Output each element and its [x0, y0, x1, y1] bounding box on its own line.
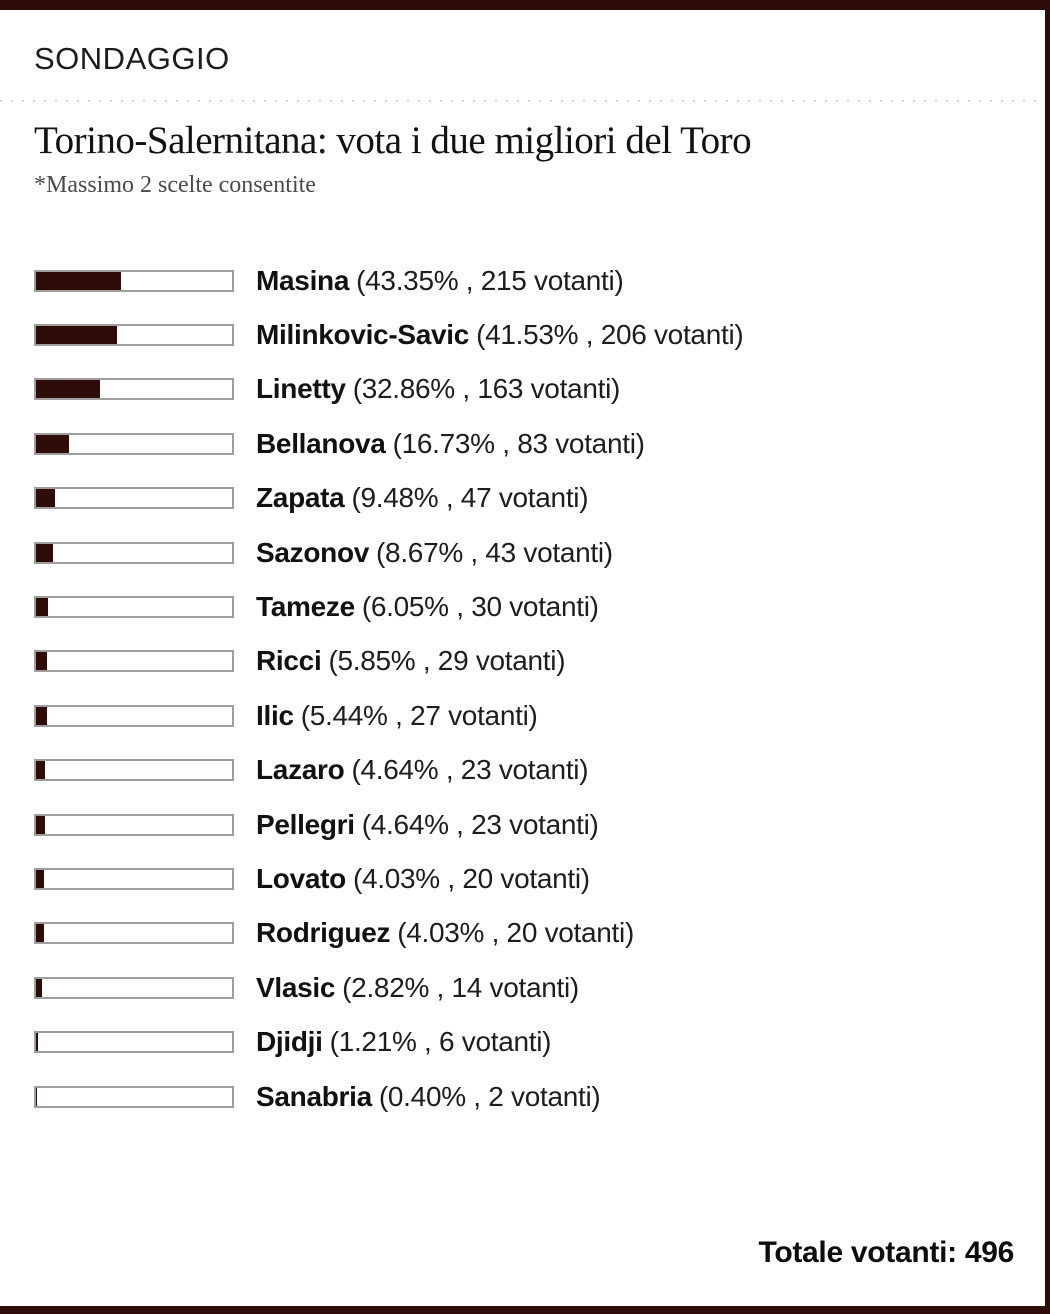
- section-kicker: SONDAGGIO: [34, 41, 230, 76]
- vote-detail: (5.44% , 27 votanti): [300, 699, 538, 731]
- poll-results: [34, 253, 1014, 1123]
- vote-bar-fill: [36, 1033, 38, 1051]
- poll-row: [34, 852, 1014, 906]
- poll-row: [34, 906, 1014, 960]
- player-name: Ilic: [256, 699, 294, 731]
- poll-row: [34, 580, 1014, 634]
- player-name: Zapata: [256, 482, 345, 514]
- vote-bar: [34, 977, 234, 999]
- vote-bar-fill: [36, 272, 121, 290]
- player-name: Bellanova: [256, 427, 386, 459]
- poll-row: [34, 634, 1014, 688]
- vote-detail: (5.85% , 29 votanti): [328, 645, 566, 677]
- player-name: Masina: [256, 264, 350, 296]
- poll-row: [34, 308, 1014, 362]
- vote-detail: (2.82% , 14 votanti): [342, 971, 579, 1003]
- vote-bar-fill: [36, 761, 45, 779]
- vote-bar-fill: [36, 489, 55, 507]
- vote-bar: [34, 814, 234, 836]
- vote-detail: (41.53% , 206 votanti): [476, 319, 744, 351]
- vote-bar-fill: [36, 380, 100, 398]
- poll-row-label: [256, 756, 588, 784]
- vote-bar: [34, 1031, 234, 1053]
- player-name: Linetty: [256, 373, 346, 405]
- poll-row: [34, 1015, 1014, 1069]
- player-name: Vlasic: [256, 971, 336, 1003]
- poll-row-label: [256, 484, 588, 512]
- frame-top-border: [0, 0, 1050, 10]
- poll-row-label: [256, 1028, 551, 1056]
- player-name: Djidji: [256, 1026, 323, 1058]
- player-name: Rodriguez: [256, 917, 391, 949]
- vote-bar: [34, 922, 234, 944]
- poll-row-label: [256, 375, 620, 403]
- vote-detail: (8.67% , 43 votanti): [376, 536, 613, 568]
- poll-row: [34, 417, 1014, 471]
- vote-bar: [34, 650, 234, 672]
- player-name: Lovato: [256, 862, 346, 894]
- vote-bar: [34, 596, 234, 618]
- vote-detail: (4.64% , 23 votanti): [361, 808, 599, 840]
- poll-row-label: [256, 699, 538, 731]
- poll-content: [0, 10, 1045, 1270]
- player-name: Ricci: [256, 645, 322, 677]
- vote-bar-fill: [36, 979, 42, 997]
- player-name: Milinkovic-Savic: [256, 319, 470, 351]
- vote-bar-fill: [36, 870, 44, 888]
- vote-bar-fill: [36, 1088, 37, 1106]
- poll-row: [34, 253, 1014, 307]
- poll-row-label: [256, 971, 579, 1003]
- poll-subtitle: *Massimo 2 scelte consentite: [34, 171, 316, 198]
- total-votes-label: Totale votanti: 496: [758, 1235, 1014, 1269]
- vote-bar-fill: [36, 816, 45, 834]
- vote-bar: [34, 433, 234, 455]
- poll-row: [34, 797, 1014, 851]
- poll-row: [34, 362, 1014, 416]
- poll-row-label: [256, 919, 634, 947]
- poll-row-label: [256, 808, 599, 840]
- poll-row-label: [256, 427, 645, 459]
- vote-detail: (4.64% , 23 votanti): [351, 754, 589, 786]
- poll-row: [34, 471, 1014, 525]
- poll-row: [34, 525, 1014, 579]
- vote-bar-fill: [36, 707, 47, 725]
- poll-title: Torino-Salernitana: vota i due migliori del Toro: [34, 119, 752, 162]
- vote-detail: (6.05% , 30 votanti): [361, 591, 599, 623]
- vote-bar-fill: [36, 435, 69, 453]
- vote-bar: [34, 270, 234, 292]
- player-name: Tameze: [256, 591, 355, 623]
- vote-detail: (32.86% , 163 votanti): [352, 373, 621, 405]
- vote-bar: [34, 1086, 234, 1108]
- vote-bar: [34, 759, 234, 781]
- poll-row-label: [256, 647, 565, 675]
- poll-row: [34, 1069, 1014, 1123]
- frame-bottom-border: [0, 1306, 1050, 1314]
- vote-bar-fill: [36, 652, 47, 670]
- poll-row: [34, 743, 1014, 797]
- vote-detail: (16.73% , 83 votanti): [392, 427, 645, 459]
- frame-right-border: [1045, 0, 1050, 1314]
- player-name: Pellegri: [256, 808, 355, 840]
- vote-bar: [34, 324, 234, 346]
- poll-row-label: [256, 1080, 601, 1112]
- poll-row-label: [256, 593, 599, 621]
- vote-bar-fill: [36, 544, 53, 562]
- vote-detail: (1.21% , 6 votanti): [329, 1026, 552, 1058]
- vote-bar: [34, 378, 234, 400]
- vote-bar: [34, 705, 234, 727]
- poll-row: [34, 689, 1014, 743]
- vote-bar-fill: [36, 598, 48, 616]
- poll-row-label: [256, 862, 590, 894]
- vote-bar-fill: [36, 326, 117, 344]
- vote-detail: (4.03% , 20 votanti): [397, 917, 634, 949]
- vote-bar: [34, 542, 234, 564]
- vote-detail: (43.35% , 215 votanti): [356, 264, 624, 296]
- poll-row-label: [256, 321, 743, 349]
- vote-detail: (4.03% , 20 votanti): [352, 862, 590, 894]
- player-name: Lazaro: [256, 754, 345, 786]
- poll-row-label: [256, 264, 624, 296]
- player-name: Sanabria: [256, 1080, 372, 1112]
- vote-bar: [34, 868, 234, 890]
- vote-detail: (9.48% , 47 votanti): [351, 482, 589, 514]
- poll-row: [34, 961, 1014, 1015]
- poll-row-label: [256, 536, 613, 568]
- vote-bar: [34, 487, 234, 509]
- vote-detail: (0.40% , 2 votanti): [378, 1080, 601, 1112]
- vote-bar-fill: [36, 924, 44, 942]
- player-name: Sazonov: [256, 536, 370, 568]
